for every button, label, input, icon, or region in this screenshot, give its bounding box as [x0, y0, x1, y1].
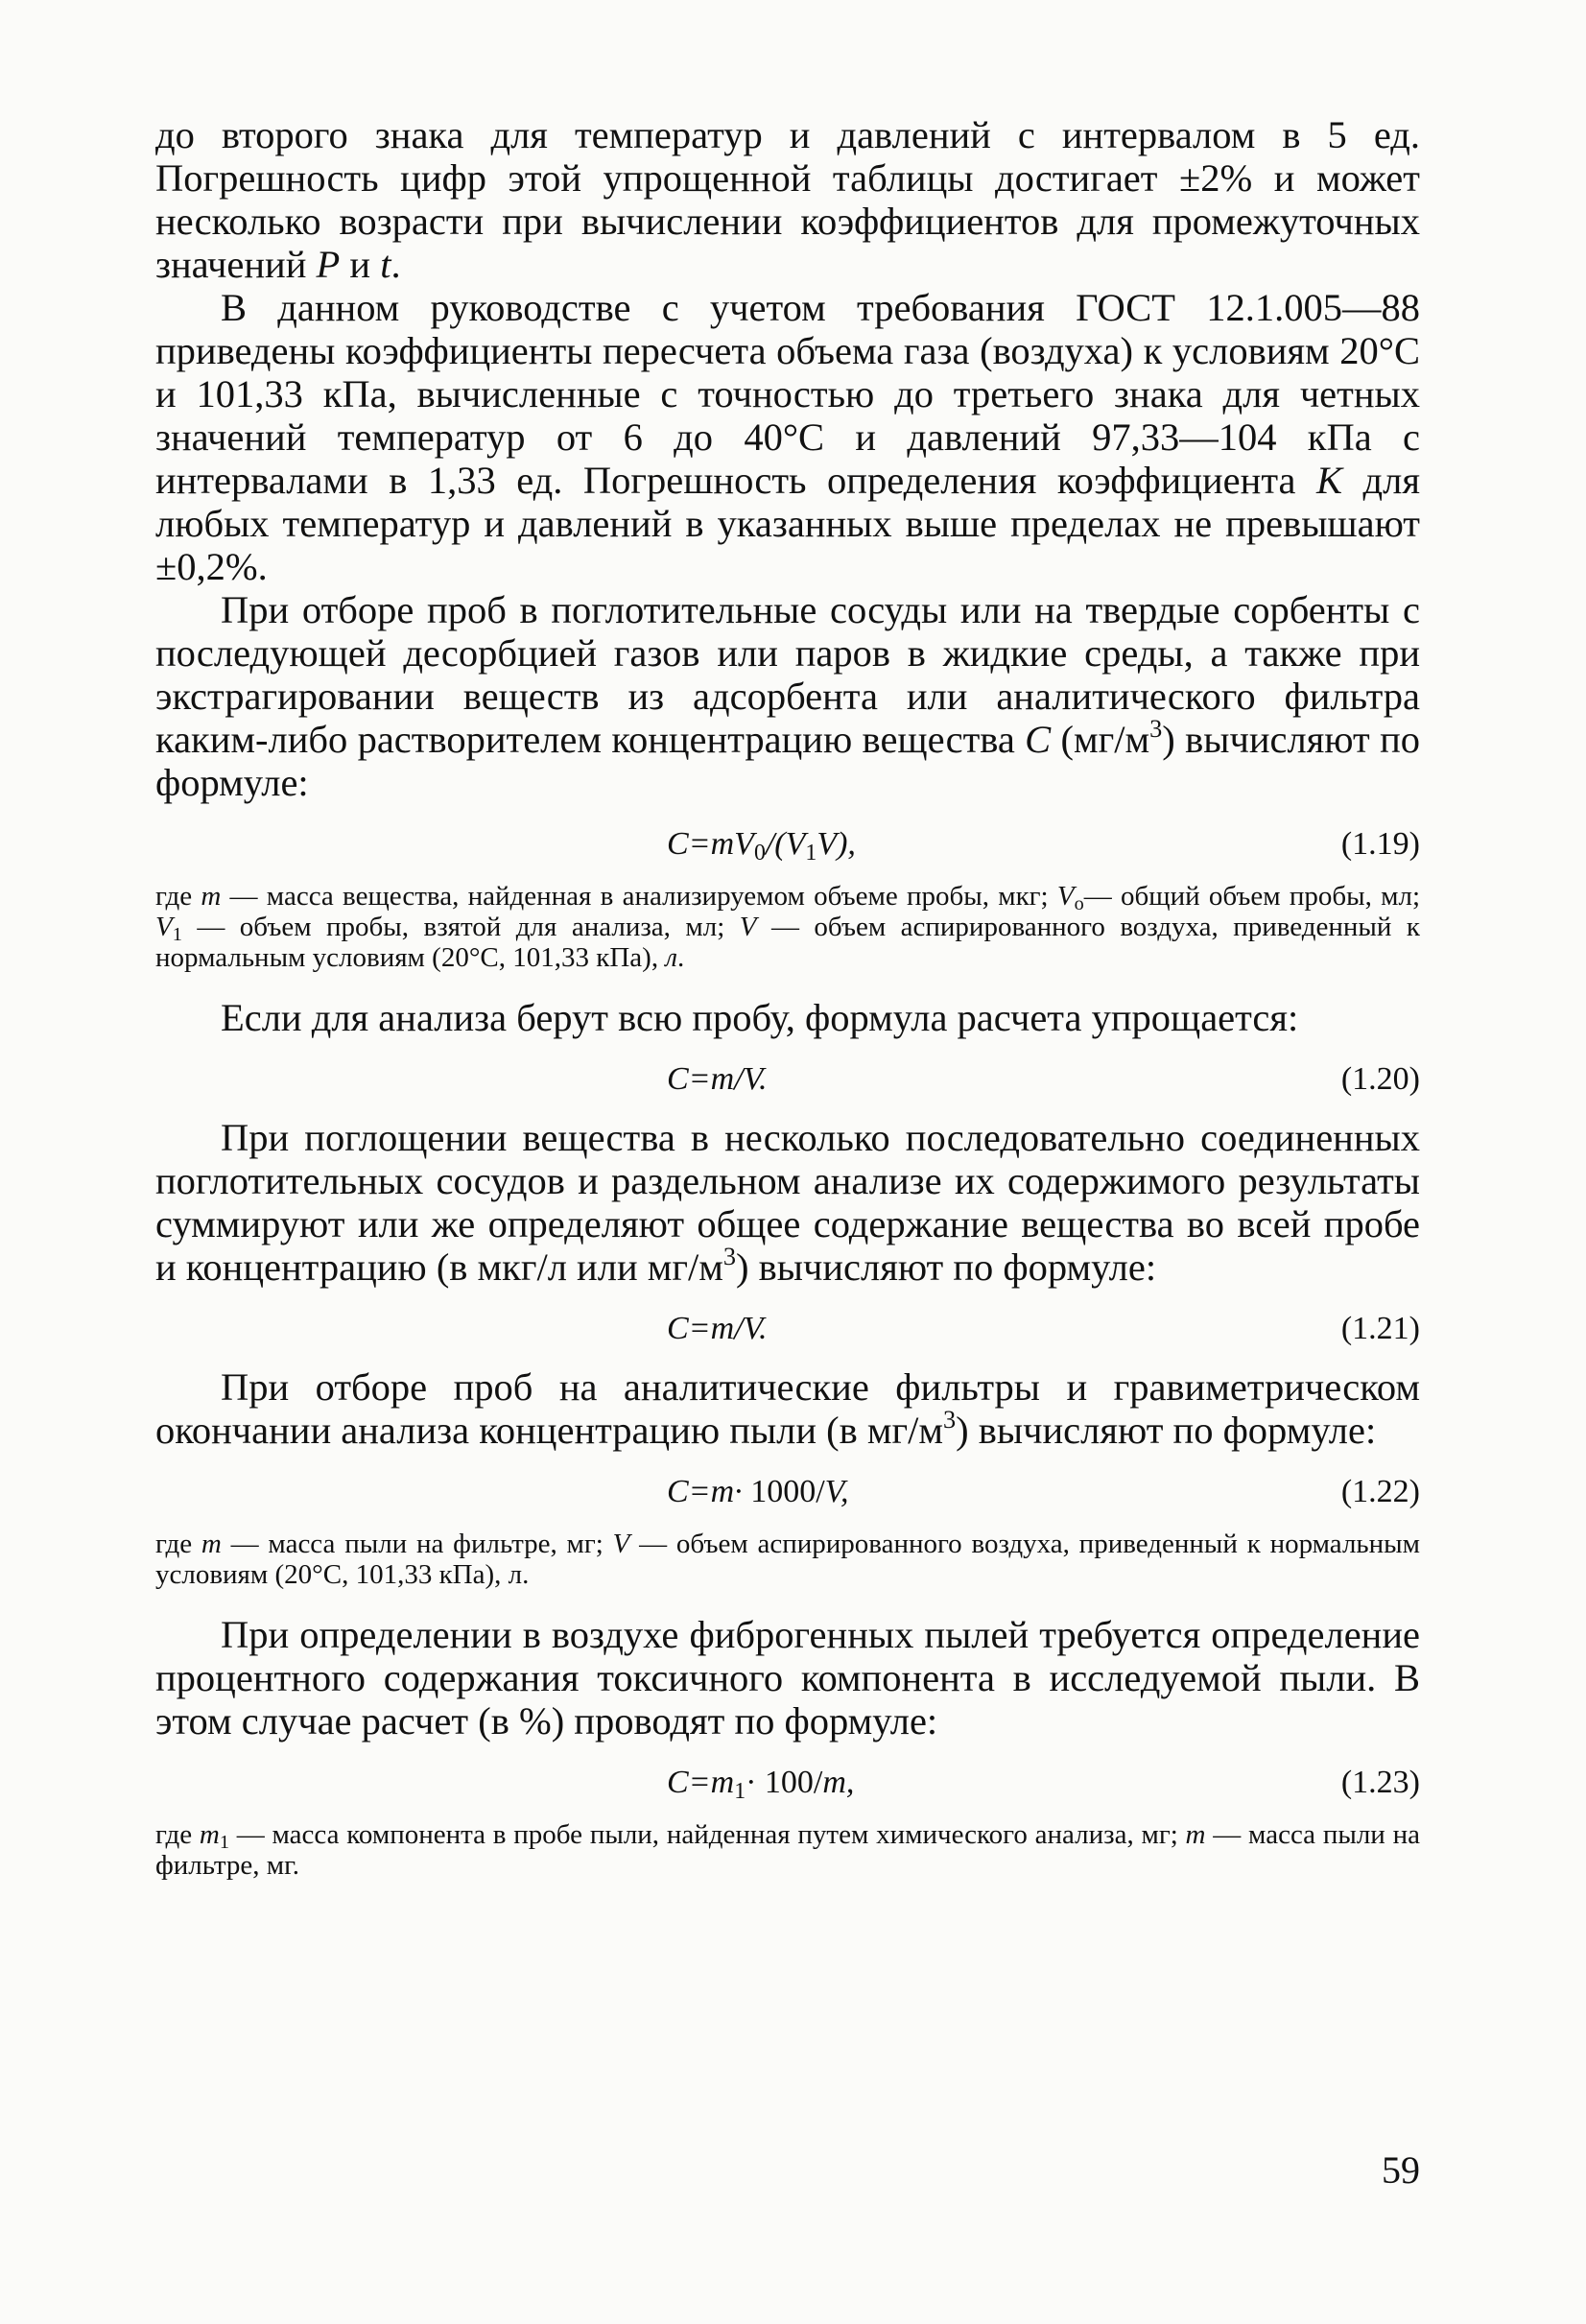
variable-p: P: [316, 243, 341, 286]
formula-expression: [667, 1465, 849, 1519]
note-text: .: [676, 942, 685, 973]
note-text: — масса вещества, найденная в анализируемом объеме пробы, мкг;: [221, 881, 1057, 912]
formula-part: C=mV: [667, 826, 754, 862]
subscript: 1: [219, 1832, 229, 1854]
paragraph-text: При отборе проб на аналитические фильтры и гравиметрическом окончании анализа концентрацию пыли (в мг/м: [155, 1365, 1420, 1452]
formula-part: /(V: [765, 826, 806, 862]
formula-number: (1.21): [1340, 1311, 1420, 1346]
formula-expression: C=m/V.: [667, 1061, 768, 1097]
variable-v1: V: [155, 912, 173, 942]
note-1: [155, 881, 1420, 973]
formula-expression: [667, 1756, 854, 1810]
subscript: 1: [805, 840, 817, 866]
formula-number: (1.20): [1340, 1061, 1420, 1097]
note-text: где: [155, 1529, 201, 1559]
variable-t: t: [380, 243, 391, 286]
superscript: 3: [1149, 715, 1163, 744]
formula-expression: C=m/V.: [667, 1311, 768, 1346]
formula-1-23: [155, 1756, 1420, 1810]
formula-number: (1.22): [1340, 1474, 1420, 1509]
paragraph-text: для любых температур и давлений в указанных выше пределах не превышают ±0,2%.: [155, 459, 1420, 588]
note-text: где: [155, 881, 201, 912]
variable-m: m: [201, 1529, 222, 1559]
paragraph-7: При определении в воздухе фиброгенных пылей требуется определение процентного содержания токсичного компонента в исследуемой пыли. В этом случае расчет (в %) проводят по формуле:: [155, 1613, 1420, 1743]
note-text: — масса пыли на фильтре, мг.: [155, 1819, 1420, 1881]
variable-m: m: [201, 881, 222, 912]
paragraph-text: ) вычисляют по формуле:: [736, 1245, 1157, 1289]
paragraph-text: При отборе проб в поглотительные сосуды или на твердые сорбенты с последующей десорбцией газов или паров в жидкие среды, а также при экстрагировании веществ из адсорбента или аналитического фильтра каким-либо растворителем концентрацию вещества: [155, 588, 1420, 761]
note-3: [155, 1819, 1420, 1881]
paragraph-text: до второго знака для температур и давлений с интервалом в 5 ед. Погрешность цифр этой упрощенной таблицы достигает ±2% и может несколько возрасти при вычислении коэффициентов для промежуточных значений: [155, 113, 1420, 286]
paragraph-text: ) вычисляют по формуле:: [956, 1409, 1377, 1452]
page-number: 59: [1382, 2148, 1420, 2192]
subscript: 1: [172, 924, 182, 946]
paragraph-text: ) вычисляют по формуле:: [155, 718, 1420, 804]
formula-part: V,: [824, 1474, 849, 1509]
note-2: [155, 1529, 1420, 1590]
formula-part: C=m: [667, 1765, 735, 1800]
paragraph-4: Если для анализа берут всю пробу, формула расчета упрощается:: [221, 996, 1299, 1039]
formula-part: C=m·: [667, 1474, 743, 1509]
paragraph-text: (мг/м: [1051, 718, 1150, 761]
formula-expression: [667, 818, 856, 871]
formula-number: (1.23): [1340, 1765, 1420, 1800]
variable-v0: V: [1056, 881, 1075, 912]
formula-number: (1.19): [1340, 826, 1420, 862]
paragraph-text: При поглощении вещества в несколько последовательно соединенных поглотительных сосудов и раздельном анализе их содержимого результаты суммируют или же определяют общее содержание вещества во всей пробе и концентрацию (в мкг/л или мг/м: [155, 1116, 1420, 1289]
formula-part: 1000/: [742, 1474, 825, 1509]
paragraph-text: .: [391, 243, 401, 286]
paragraph-text: и: [340, 243, 381, 286]
paragraph-2: [155, 286, 1420, 588]
unit: л: [665, 942, 677, 973]
paragraph-5: [155, 1116, 1420, 1289]
superscript: 3: [943, 1406, 957, 1435]
paragraph-text: В данном руководстве с учетом требования ГОСТ 12.1.005—88 приведены коэффициенты пересчета объема газа (воздуха) к условиям 20°С и 101,33 кПа, вычисленные с точностью до третьего знака для четных значений температур от 6 до 40°С и давлений 97,33—104 кПа с интервалами в 1,33 ед. Погрешность определения коэффициента: [155, 286, 1420, 502]
formula-part: · 100/: [746, 1765, 823, 1800]
subscript: 0: [753, 840, 766, 866]
variable-v: V: [612, 1529, 630, 1559]
formula-1-21: [155, 1302, 1420, 1356]
formula-1-20: [155, 1053, 1420, 1106]
formula-part: m,: [822, 1765, 855, 1800]
note-text: — объем аспирированного воздуха, приведенный к нормальным условиям (20°С, 101,33 кПа), л.: [155, 1529, 1420, 1590]
text-column: [155, 113, 1420, 1904]
note-text: — масса компонента в пробе пыли, найденная путем химического анализа, мг;: [228, 1819, 1186, 1850]
formula-part: V),: [817, 826, 856, 862]
formula-1-22: [155, 1465, 1420, 1519]
note-text: — объем пробы, взятой для анализа, мл;: [181, 912, 740, 942]
variable-m: m: [1185, 1819, 1206, 1850]
note-text: — масса пыли на фильтре, мг;: [221, 1529, 613, 1559]
variable-m1: m: [199, 1819, 220, 1850]
superscript: 3: [722, 1243, 737, 1271]
variable-k: K: [1316, 459, 1343, 502]
formula-1-19: [155, 818, 1420, 871]
paragraph-1: [155, 113, 1420, 286]
subscript: о: [1074, 893, 1084, 915]
note-text: — общий объем пробы, мл;: [1083, 881, 1421, 912]
subscript: 1: [734, 1778, 746, 1804]
variable-c: C: [1025, 718, 1052, 761]
variable-v: V: [739, 912, 757, 942]
paragraph-6: [155, 1365, 1420, 1452]
paragraph-3: [155, 588, 1420, 804]
note-text: — объем аспирированного воздуха, приведенный к нормальным условиям (20°С, 101,33 кПа),: [155, 912, 1420, 973]
note-text: где: [155, 1819, 200, 1850]
